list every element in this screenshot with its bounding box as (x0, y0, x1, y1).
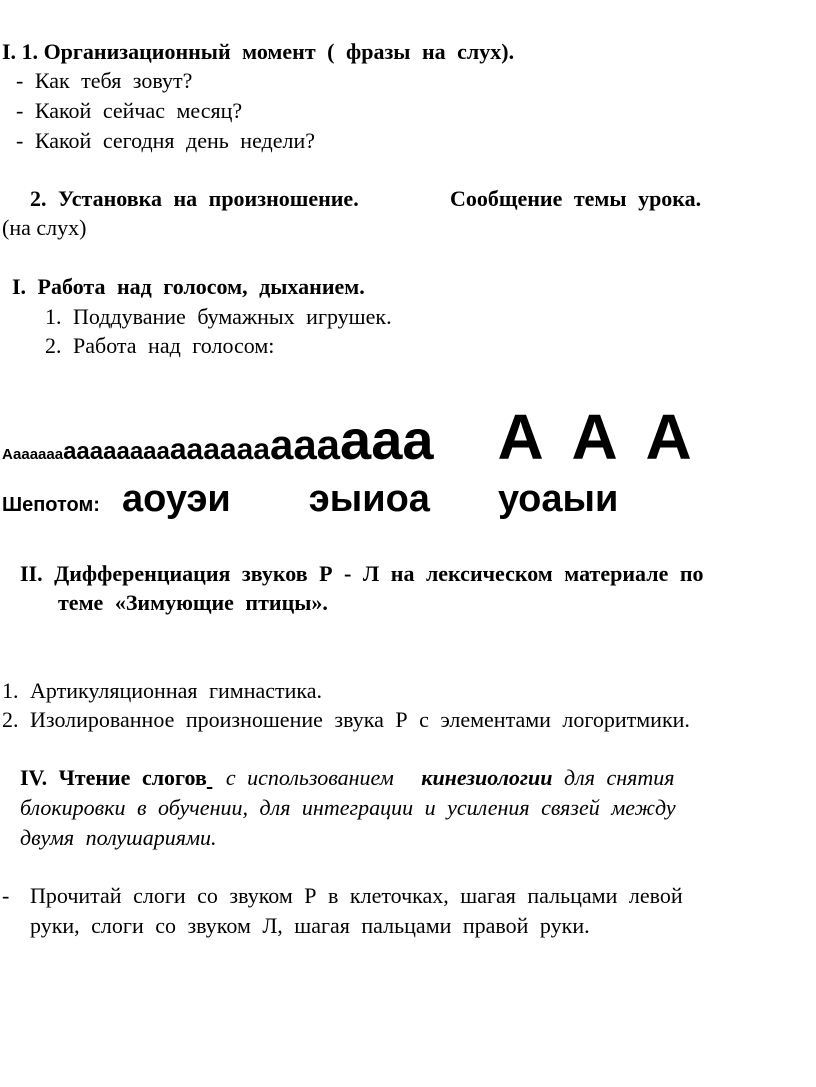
section-iv-underscore (207, 765, 213, 790)
section1-heading-text: Организационный момент ( фразы на слух). (43, 39, 515, 64)
section1-heading (2, 38, 514, 66)
section-iv-bold-word: кинезиологии (421, 765, 553, 790)
voice-item-2: 2. Работа над голосом: (45, 333, 275, 358)
section-iv-text-b: для снятия (552, 765, 675, 790)
question-name: - Как тебя зовут? (16, 68, 193, 93)
section-iv-line-2: блокировки в обучении, для интеграции и усиления связей между (20, 795, 676, 820)
section2-heading-b: Сообщение темы урока. (450, 186, 702, 211)
question-month: - Какой сейчас месяц? (16, 98, 243, 123)
whisper-set-3: уоаыи (497, 478, 619, 520)
vowels-small: Ааааааа (2, 446, 64, 463)
task-line-1: Прочитай слоги со звуком Р в клеточках, шагая пальцами левой (30, 883, 683, 908)
task-line-2: руки, слоги со звуком Л, шагая пальцами правой руки. (30, 913, 590, 938)
vowels-mid-2: аааааа (169, 433, 270, 466)
whisper-set-2: эыиоа (308, 478, 430, 520)
section-iv-line-1 (20, 764, 675, 792)
section-ii-num: II. (20, 561, 43, 586)
vowels-caps: А А А (497, 401, 692, 473)
vowel-growth-line (2, 400, 692, 473)
task-dash: - (2, 883, 10, 908)
section-iv-heading: IV. Чтение слогов (20, 765, 207, 790)
whisper-line (2, 478, 618, 528)
voice-item-1: 1. Поддувание бумажных игрушек. (45, 304, 392, 329)
section-iv-line-3: двумя полушариями. (20, 825, 217, 850)
section2-heading (30, 185, 359, 213)
section2-note: (на слух) (2, 215, 87, 240)
vowels-mid-1: аааааааа (63, 438, 170, 465)
section-ii-heading (20, 560, 704, 588)
section-ii-line-2: теме «Зимующие птицы». (58, 590, 328, 615)
vowels-big: ааа (340, 408, 434, 471)
section2-num: 2 (30, 186, 41, 211)
list-item-2: 2. Изолированное произношение звука Р с элементами логоритмики. (2, 707, 690, 732)
whisper-set-1: аоуэи (121, 478, 231, 520)
whisper-label: Шепотом: (2, 494, 100, 516)
vowels-mid-3: ааа (269, 421, 341, 468)
voice-heading: I. Работа над голосом, дыханием. (12, 274, 365, 299)
list-item-1: 1. Артикуляционная гимнастика. (2, 678, 322, 703)
section1-heading-num: I. 1. (2, 39, 39, 64)
section-iv-text-a: с использованием (225, 765, 394, 790)
section-ii-line-1: Дифференциация звуков Р - Л на лексическом материале по (54, 561, 704, 586)
section2-heading-a: . Установка на произношение. (41, 186, 359, 211)
question-weekday: - Какой сегодня день недели? (16, 128, 316, 153)
